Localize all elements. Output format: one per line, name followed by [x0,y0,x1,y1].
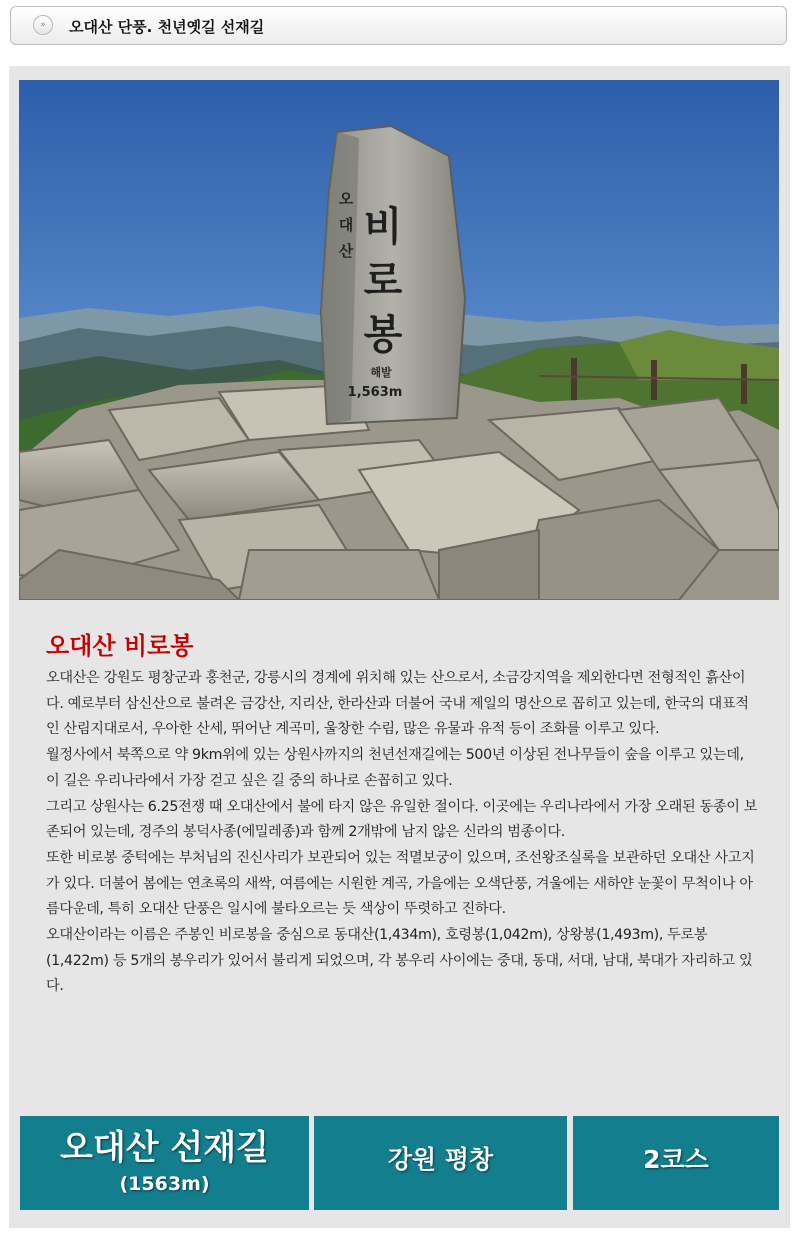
title-bar [10,6,787,45]
article-paragraph: 또한 비로봉 중턱에는 부처님의 진신사리가 보관되어 있는 적멸보궁이 있으며, 조선왕조실록을 보관하던 오대산 사고지가 있다. 더불어 봄에는 연초록의 새싹, 여름에는 시원한 계곡, 가을에는 오색단풍, 겨울에는 새하얀 눈꽃이 무척이나 아름다운데, 특히 오대산 단풍은 일시에 불타오르는 듯 색상이 뚜렷하고 진하다. [46,849,755,918]
stone-small-text-2: 대 [338,216,354,234]
article-paragraph: 월정사에서 북쪽으로 약 9km위에 있는 상원사까지의 천년선재길에는 500년 이상된 전나무들이 숲을 이루고 있는데, 이 길은 우리나라에서 가장 걷고 싶은 길 중의 하나로 손꼽히고 있다. [46,747,744,789]
article-paragraph: 오대산은 강원도 평창군과 홍천군, 강릉시의 경계에 위치해 있는 산으로서, 소금강지역을 제외한다면 전형적인 흙산이다. 예로부터 삼신산으로 불려온 금강산, 지리산, 한라산과 더불어 국내 제일의 명산으로 꼽히고 있는데, 한국의 대표적인 산림지대로서, 우아한 산세, 뛰어난 계곡미, 울창한 수림, 많은 유물과 유적 등이 조화를 이루고 있다. [46,670,749,738]
stone-small-text-1: 오 [338,190,354,208]
trail-height: (1563m) [119,1173,210,1195]
stone-big-text-2: 로 [363,258,403,304]
article-paragraph: 그리고 상원사는 6.25전쟁 때 오대산에서 불에 타지 않은 유일한 절이다. 이곳에는 우리나라에서 가장 오래된 동종이 보존되어 있는데, 경주의 봉덕사종(에밀레종)과 함께 2개밖에 남지 않은 신라의 범종이다. [46,798,758,841]
stone-small-text-3: 산 [338,242,354,260]
stone-big-text-3: 봉 [363,312,403,358]
biro-peak-photo [19,80,779,600]
article-heading: 오대산 비로봉 [46,632,194,660]
stone-big-text-1: 비 [363,204,403,250]
double-chevron-right-icon: » [33,15,53,35]
stone-elevation-label: 해발 [370,366,392,379]
page-title: 오대산 단풍. 천년옛길 선재길 [69,18,265,36]
stone-elevation: 1,563m [347,385,403,400]
course-label: 2코스 [643,1145,709,1174]
article-paragraph: 오대산이라는 이름은 주봉인 비로봉을 중심으로 동대산(1,434m), 호령봉(1,042m), 상왕봉(1,493m), 두로봉(1,422m) 등 5개의 봉우리가 있어서 불리게 되었으며, 각 봉우리 사이에는 중대, 동대, 서대, 남대, 북대가 자리하고 있다. [46,927,753,995]
content-panel [9,66,790,1228]
region-tile [314,1116,567,1210]
trail-name-tile [20,1116,309,1210]
region-label: 강원 평창 [387,1145,494,1174]
info-tiles [20,1116,780,1210]
trail-name: 오대산 선재길 [60,1128,269,1168]
course-tile [573,1116,779,1210]
article-body [46,666,758,1000]
